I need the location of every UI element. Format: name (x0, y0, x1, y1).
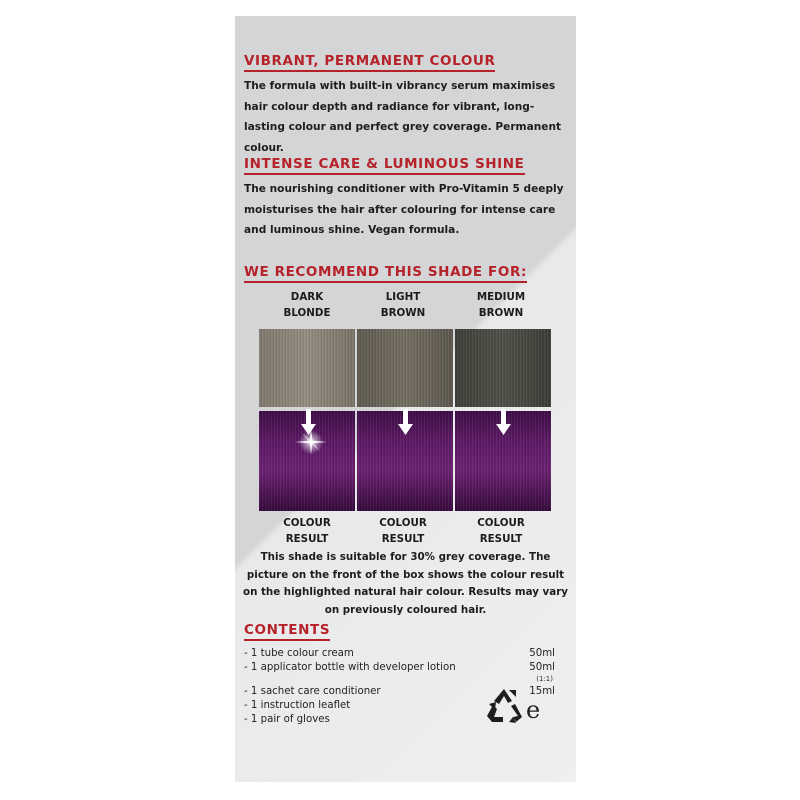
contents-item: - 1 applicator bottle with developer lotion (244, 662, 456, 673)
contents-item: - 1 pair of gloves (244, 714, 330, 725)
result-label-3: COLOUR RESULT (477, 517, 525, 545)
shade-swatches (235, 329, 576, 519)
section-text-vibrant: The formula with built-in vibrancy serum maximises hair colour depth and radiance for vibrant, long-lasting colour and perfect grey coverage. Permanent colour. (244, 80, 562, 154)
contents-qty: 50ml (529, 662, 555, 673)
contents-item: - 1 sachet care conditioner (244, 686, 381, 697)
contents-ratio: (1:1) (536, 675, 553, 683)
contents-qty: 50ml (529, 648, 555, 659)
grey-coverage-note: This shade is suitable for 30% grey coverage. The picture on the front of the box shows the colour result on the highlighted natural hair colour. Results may vary on previously coloured hair. (243, 551, 568, 616)
section-text-care: The nourishing conditioner with Pro-Vitamin 5 deeply moisturises the hair after colouring for intense care and luminous shine. Vegan formula. (244, 183, 564, 236)
estimated-sign-icon: e (526, 696, 541, 724)
contents-item: - 1 tube colour cream (244, 648, 354, 659)
shade-label-dark-blonde: DARK BLONDE (283, 291, 331, 319)
result-label-1: COLOUR RESULT (283, 517, 331, 545)
shade-label-medium-brown: MEDIUM BROWN (476, 291, 526, 319)
result-label-2: COLOUR RESULT (379, 517, 427, 545)
contents-qty: 15ml (529, 686, 555, 697)
contents-heading: CONTENTS (244, 622, 330, 641)
shade-label-light-brown: LIGHT BROWN (380, 291, 426, 319)
recommend-heading: WE RECOMMEND THIS SHADE FOR: (244, 264, 527, 283)
contents-item: - 1 instruction leaflet (244, 700, 351, 711)
section-heading-care: INTENSE CARE & LUMINOUS SHINE (244, 156, 525, 175)
section-heading-vibrant: VIBRANT, PERMANENT COLOUR (244, 53, 495, 72)
recycle-icon (483, 686, 525, 726)
product-info-panel (235, 16, 576, 782)
